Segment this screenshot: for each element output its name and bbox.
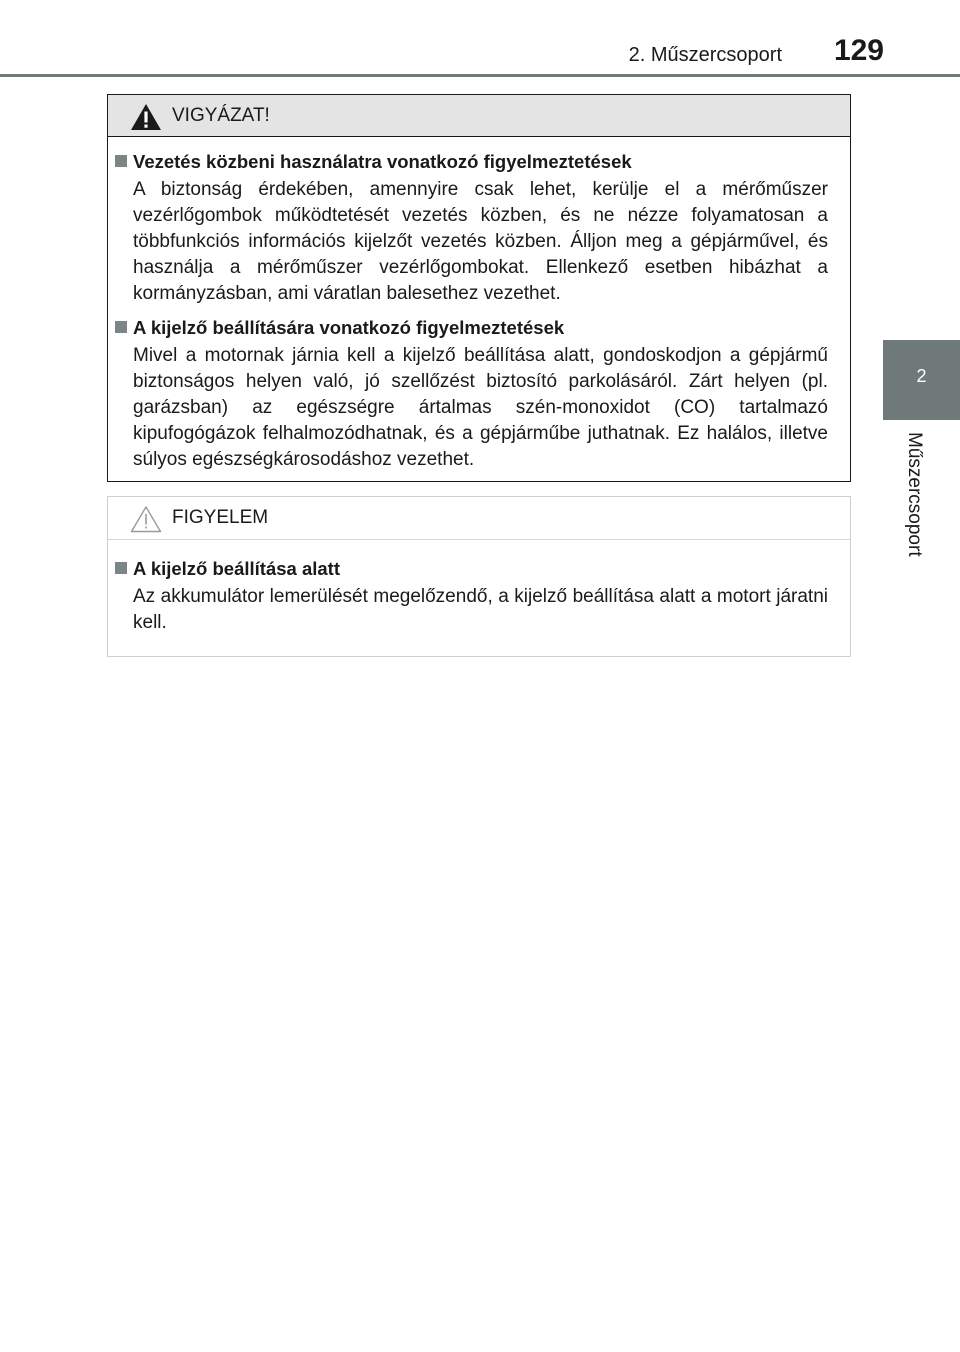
caution-box-header: [108, 497, 850, 540]
bullet-square-icon: [115, 321, 127, 333]
section-heading: [115, 316, 828, 340]
header-rule: [0, 74, 960, 77]
chapter-label: Műszercsoport: [904, 432, 925, 557]
section-body: Mivel a motornak járnia kell a kijelző beállítása alatt, gondoskodjon a gépjármű biztonságos helyen való, jó szellőzést biztosító parkolásáról. Zárt helyen (pl. garázsban) az egészségre ártalmas szén-monoxidot (CO) tartalmazó kipufogógázok felhalmozódhatnak, és a gépjárműbe juthatnak. Ez halálos, illetve súlyos egészségkárosodáshoz vezethet.: [133, 345, 828, 470]
bullet-square-icon: [115, 155, 127, 167]
warning-box: [107, 94, 851, 482]
section-heading: [115, 557, 828, 581]
section-title: 2. Műszercsoport: [628, 44, 782, 66]
chapter-label-container: [903, 432, 929, 592]
chapter-tab: [883, 340, 960, 420]
section-body: Az akkumulátor lemerülését megelőzendő, a kijelző beállítása alatt a motort járatni kell.: [133, 586, 828, 633]
warning-box-title: VIGYÁZAT!: [172, 105, 270, 126]
warning-section: [115, 316, 828, 473]
warning-section: [115, 150, 828, 307]
bullet-square-icon: [115, 562, 127, 574]
section-heading: [115, 150, 828, 174]
warning-triangle-filled-icon: [130, 103, 162, 131]
warning-triangle-outline-icon: [130, 505, 162, 533]
warning-box-header: [108, 95, 850, 137]
caution-box: [107, 496, 851, 657]
caution-section: [115, 557, 828, 636]
caution-box-title: FIGYELEM: [172, 507, 269, 528]
chapter-number: 2: [916, 366, 927, 386]
section-heading-text: Vezetés közbeni használatra vonatkozó figyelmeztetések: [133, 151, 632, 172]
section-heading-text: A kijelző beállítására vonatkozó figyelmeztetések: [133, 317, 565, 338]
section-heading-text: A kijelző beállítása alatt: [133, 558, 341, 579]
section-body: A biztonság érdekében, amennyire csak lehet, kerülje el a mérőműszer vezérlőgombok működtetését vezetés közben, és ne nézze folyamatosan a többfunkciós információs kijelzőt vezetés közben. Álljon meg a gépjárművel, és használja a mérőműszer vezérlőgombokat. Ellenkező esetben hibázhat a kormányzásban, ami váratlan balesethez vezethet.: [133, 179, 828, 304]
page-number: 129: [833, 34, 884, 67]
